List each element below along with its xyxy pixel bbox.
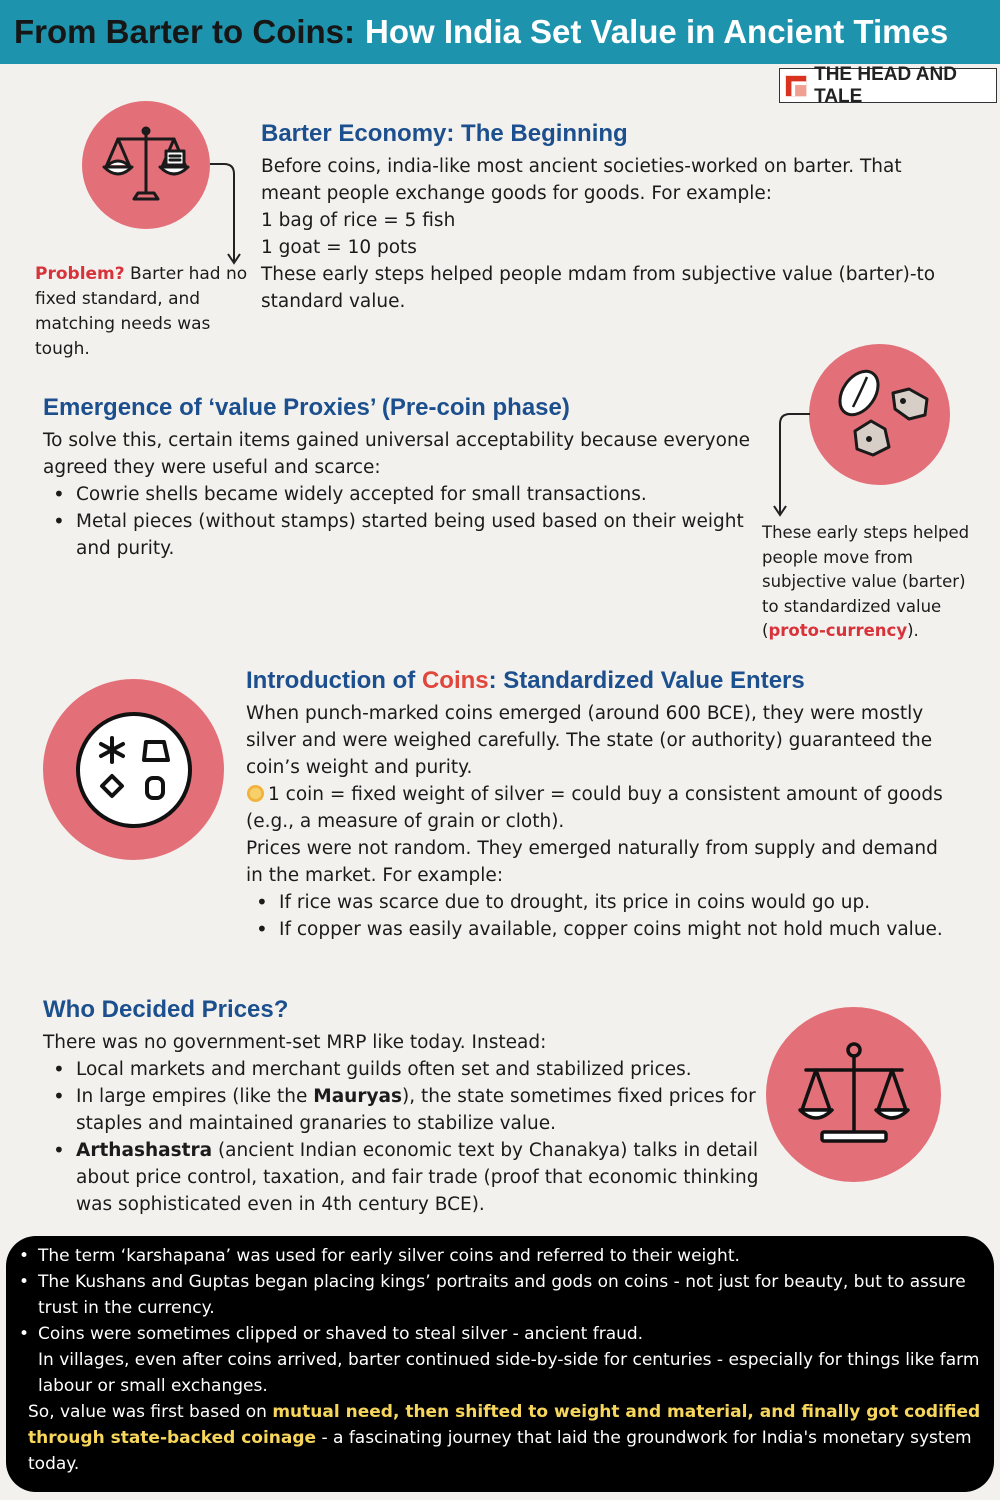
proxies-heading: Emergence of ‘value Proxies’ (Pre-coin phase) bbox=[43, 394, 570, 421]
b2-post: ), the state sometimes fixed prices for staples and maintained granaries to stabilize value. bbox=[76, 1086, 756, 1134]
prices-body bbox=[43, 1029, 768, 1218]
coin-circle bbox=[43, 679, 224, 860]
barter-scale-icon bbox=[98, 125, 194, 205]
logo-text: THE HEAD AND TALE bbox=[814, 63, 957, 107]
proxies-arrow-icon bbox=[770, 408, 814, 520]
proxies-body bbox=[43, 427, 763, 562]
prices-list bbox=[43, 1056, 768, 1218]
list-item: • If copper was easily available, copper coins might not hold much value. bbox=[246, 916, 946, 943]
cowrie-and-metal-icon bbox=[825, 365, 935, 465]
logo-mark-icon bbox=[784, 73, 808, 99]
coins-heading-post: : Standardized Value Enters bbox=[488, 667, 805, 694]
barter-heading: Barter Economy: The Beginning bbox=[261, 120, 628, 147]
coins-para-2 bbox=[246, 781, 946, 835]
cowrie-circle bbox=[809, 344, 950, 485]
side-note-end: ). bbox=[907, 621, 919, 640]
list-item: • Metal pieces (without stamps) started being used based on their weight and purity. bbox=[43, 508, 763, 562]
coin-emoji-icon bbox=[246, 784, 265, 803]
prices-intro: There was no government-set MRP like today. Instead: bbox=[43, 1032, 547, 1053]
problem-label: Problem? bbox=[35, 264, 125, 284]
title-part-1: From Barter to Coins: bbox=[14, 13, 356, 50]
side-note-text: These early steps helped people move from subjective value (barter) to standardized value ( bbox=[762, 523, 970, 640]
coins-para-3: Prices were not random. They emerged naturally from supply and demand in the market. For example: bbox=[246, 838, 938, 886]
barter-arrow-icon bbox=[208, 158, 244, 268]
facts-summary bbox=[18, 1399, 982, 1477]
b3-post: (ancient Indian economic text by Chanakya) talks in detail about price control, taxation, and fair trade (proof that economic thinking was sophisticated even in 4th century BCE). bbox=[76, 1140, 759, 1215]
summary-pre: So, value was first based on bbox=[28, 1402, 273, 1422]
side-note-highlight: proto-currency bbox=[768, 621, 908, 640]
b2-pre: In large empires (like the bbox=[76, 1086, 314, 1107]
prices-heading: Who Decided Prices? bbox=[43, 996, 289, 1023]
coins-heading-highlight: Coins bbox=[421, 667, 489, 694]
punch-marked-coin-icon bbox=[74, 710, 194, 830]
justice-scale-icon bbox=[792, 1040, 916, 1150]
summary-post: - a fascinating journey that laid the groundwork for India's monetary system today. bbox=[28, 1428, 972, 1474]
mauryas-bold: Mauryas bbox=[313, 1086, 403, 1107]
coins-para-2-text: 1 coin = fixed weight of silver = could buy a consistent amount of goods (e.g., a measure of grain or cloth). bbox=[246, 784, 943, 832]
list-item: • If rice was scarce due to drought, its price in coins would go up. bbox=[246, 889, 946, 916]
list-item: • Local markets and merchant guilds often set and stabilized prices. bbox=[43, 1056, 768, 1083]
proxies-side-note bbox=[762, 521, 982, 644]
list-item: • The Kushans and Guptas began placing kings’ portraits and gods on coins - not just for beauty, but to assure trust in the currency. bbox=[18, 1269, 982, 1321]
coins-heading-pre: Introduction of bbox=[246, 667, 422, 694]
barter-example-1: 1 bag of rice = 5 fish bbox=[261, 210, 456, 231]
barter-closing: These early steps helped people mdam from subjective value (barter)-to standard value. bbox=[261, 264, 936, 312]
title-part-2: How India Set Value in Ancient Times bbox=[365, 13, 949, 50]
proxies-intro: To solve this, certain items gained universal acceptability because everyone agreed they were useful and scarce: bbox=[43, 430, 751, 478]
facts-list bbox=[18, 1243, 982, 1347]
justice-scale-circle bbox=[766, 1007, 941, 1182]
list-item bbox=[43, 1083, 768, 1137]
balance-scale-circle bbox=[82, 101, 210, 229]
arthashastra-bold: Arthashastra bbox=[76, 1140, 213, 1161]
coins-list bbox=[246, 889, 946, 943]
list-item bbox=[43, 1137, 768, 1218]
proxies-list bbox=[43, 481, 763, 562]
summary-highlight: mutual need, then shifted to weight and material, and finally got codified through state-backed coinage bbox=[28, 1402, 981, 1448]
barter-problem-note bbox=[35, 262, 250, 362]
barter-intro: Before coins, india-like most ancient societies-worked on barter. That meant people exchange goods for goods. For example: bbox=[261, 156, 902, 204]
facts-box bbox=[6, 1236, 994, 1492]
facts-continuation: In villages, even after coins arrived, barter continued side-by-side for centuries - especially for things like farm labour or small exchanges. bbox=[38, 1350, 980, 1396]
problem-text: Barter had no fixed standard, and matching needs was tough. bbox=[35, 264, 248, 359]
coins-heading bbox=[246, 667, 805, 695]
page-title bbox=[0, 0, 1000, 64]
list-item: • Cowrie shells became widely accepted for small transactions. bbox=[43, 481, 763, 508]
brand-logo bbox=[779, 63, 997, 107]
barter-example-2: 1 goat = 10 pots bbox=[261, 237, 417, 258]
list-item: • Coins were sometimes clipped or shaved to steal silver - ancient fraud. bbox=[18, 1321, 982, 1347]
list-item: • The term ‘karshapana’ was used for early silver coins and referred to their weight. bbox=[18, 1243, 982, 1269]
coins-body bbox=[246, 700, 946, 943]
barter-body bbox=[261, 153, 951, 315]
coins-para-1: When punch-marked coins emerged (around 600 BCE), they were mostly silver and were weighed carefully. The state (or authority) guaranteed the coin’s weight and purity. bbox=[246, 703, 933, 778]
